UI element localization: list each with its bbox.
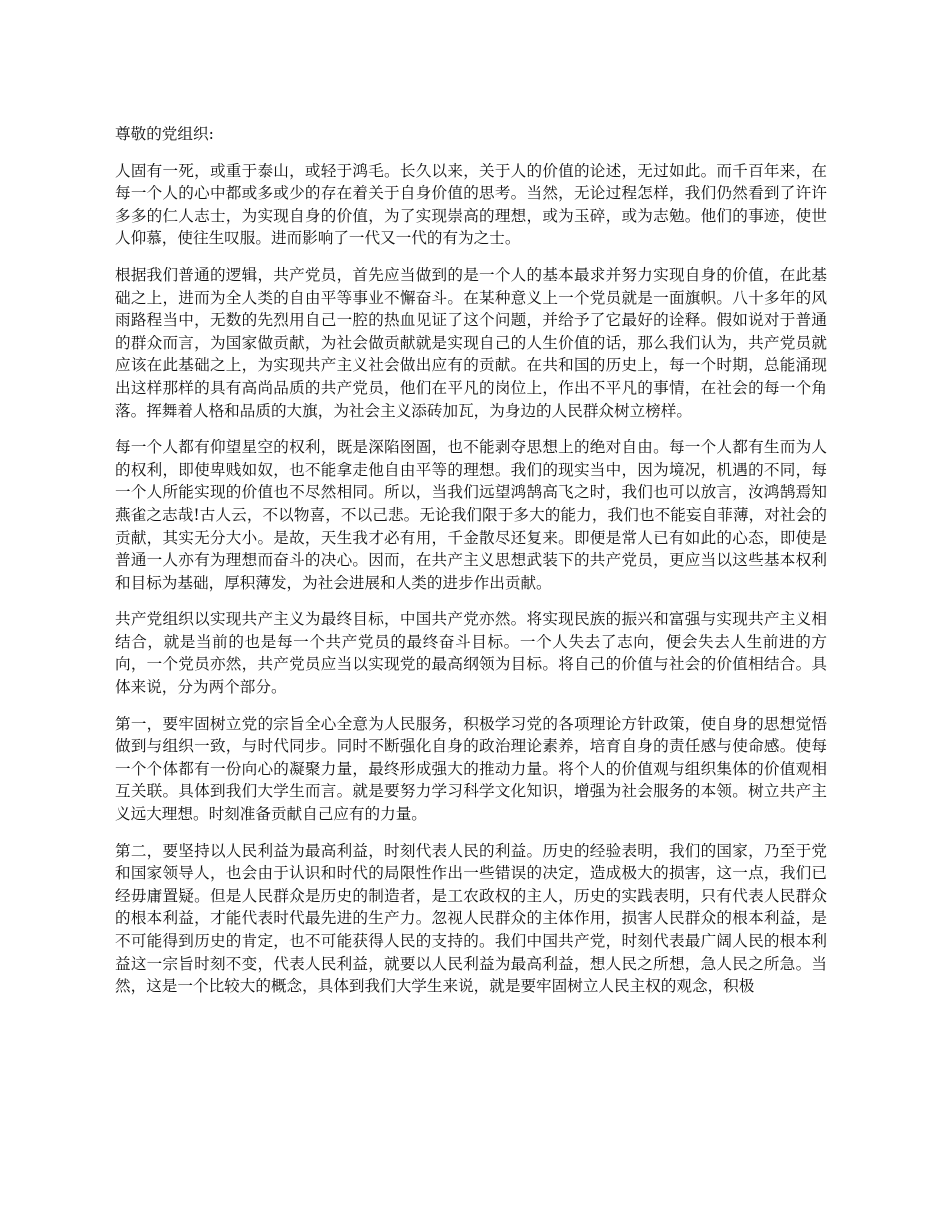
paragraph-5: 第一，要牢固树立党的宗旨全心全意为人民服务，积极学习党的各项理论方针政策，使自身的思想觉悟做到与组织一致，与时代同步。同时不断强化自身的政治理论素养，培育自身的责任感与使命感。使每一个个体都有一份向心的凝聚力量，最终形成强大的推动力量。将个人的价值观与组织集体的价值观相互关联。具体到我们大学生而言。就是要努力学习科学文化知识，增强为社会服务的本领。树立共产主义远大理想。时刻准备贡献自己应有的力量。	[115, 714, 827, 824]
salutation: 尊敬的党组织:	[115, 125, 214, 143]
paragraph-3: 每一个人都有仰望星空的权利，既是深陷囹圄，也不能剥夺思想上的绝对自由。每一个人都有生而为人的权利，即使卑贱如奴，也不能拿走他自由平等的理想。我们的现实当中，因为境况，机遇的不同，每一个人所能实现的价值也不尽然相同。所以，当我们远望鸿鹄高飞之时，我们也可以放言，汝鸿鹄焉知燕雀之志哉!古人云，不以物喜，不以己悲。无论我们限于多大的能力，我们也不能妄自菲薄，对社会的贡献，其实无分大小。是故，天生我才必有用，千金散尽还复来。即便是常人已有如此的心态，即使是普通一人亦有为理想而奋斗的决心。因而，在共产主义思想武装下的共产党员，更应当以这些基本权利和目标为基础，厚积薄发，为社会进展和人类的进步作出贡献。	[115, 438, 827, 592]
paragraph-4: 共产党组织以实现共产主义为最终目标，中国共产党亦然。将实现民族的振兴和富强与实现共产主义相结合，就是当前的也是每一个共产党员的最终奋斗目标。一个人失去了志向，便会失去人生前进的方向，一个党员亦然，共产党员应当以实现党的最高纲领为目标。将自己的价值与社会的价值相结合。具体来说，分为两个部分。	[115, 610, 827, 697]
paragraph-1: 人固有一死，或重于泰山，或轻于鸿毛。长久以来，关于人的价值的论述，无过如此。而千百年来，在每一个人的心中都或多或少的存在着关于自身价值的思考。当然，无论过程怎样，我们仍然看到了许许多多的仁人志士，为实现自身的价值，为了实现崇高的理想，或为玉碎，或为志勉。他们的事迹，使世人仰慕，使往生叹服。进而影响了一代又一代的有为之士。	[115, 161, 827, 248]
letter-body	[115, 123, 827, 1012]
paragraph-2: 根据我们普通的逻辑，共产党员，首先应当做到的是一个人的基本最求并努力实现自身的价值，在此基础之上，进而为全人类的自由平等事业不懈奋斗。在某种意义上一个党员就是一面旗帜。八十多年的风雨路程当中，无数的先烈用自己一腔的热血见证了这个问题，并给予了它最好的诠释。假如说对于普通的群众而言，为国家做贡献，为社会做贡献就是实现自己的人生价值的话，那么我们认为，共产党员就应该在此基础之上，为实现共产主义社会做出应有的贡献。在共和国的历史上，每一个时期，总能涌现出这样那样的具有高尚品质的共产党员，他们在平凡的岗位上，作出不平凡的事情，在社会的每一个角落。挥舞着人格和品质的大旗，为社会主义添砖加瓦，为身边的人民群众树立榜样。	[115, 265, 827, 420]
paragraph-6: 第二，要坚持以人民利益为最高利益，时刻代表人民的利益。历史的经验表明，我们的国家，乃至于党和国家领导人，也会由于认识和时代的局限性作出一些错误的决定，造成极大的损害，这一点，我们已经毋庸置疑。但是人民群众是历史的制造者，是工农政权的主人，历史的实践表明，只有代表人民群众的根本利益，才能代表时代最先进的生产力。忽视人民群众的主体作用，损害人民群众的根本利益，是不可能得到历史的肯定，也不可能获得人民的支持的。我们中国共产党，时刻代表最广阔人民的根本利益这一宗旨时刻不变，代表人民利益，就要以人民利益为最高利益，想人民之所想，急人民之所急。当然，这是一个比较大的概念，具体到我们大学生来说，就是要牢固树立人民主权的观念，积极	[115, 841, 827, 996]
